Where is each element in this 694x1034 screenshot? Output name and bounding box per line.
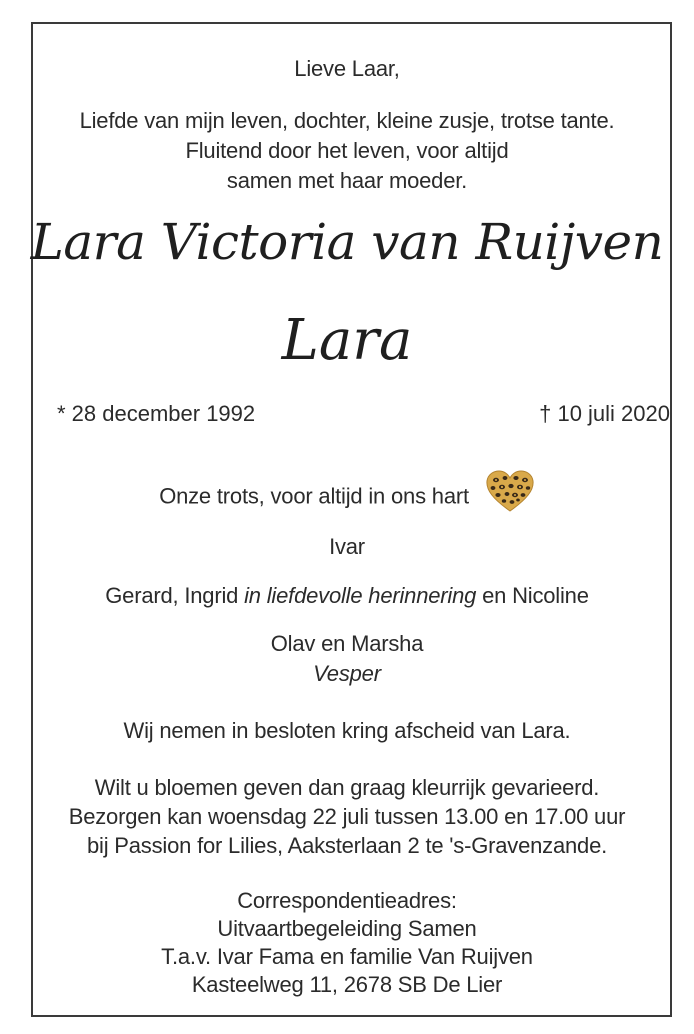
- tagline-row: [0, 476, 694, 519]
- family-line-3: Olav en Marsha: [270, 631, 424, 656]
- family-names: Gerard, Ingrid: [105, 583, 239, 608]
- intro-line-2: Fluitend door het leven, voor altijd: [185, 138, 509, 163]
- correspondence-line-1: Uitvaartbegeleiding Samen: [217, 916, 477, 941]
- farewell-text: Wij nemen in besloten kring afscheid van Lara.: [123, 718, 571, 743]
- greeting: Lieve Laar,: [294, 56, 400, 81]
- in-memory-note: in liefdevolle herinnering: [244, 583, 477, 608]
- family-names-end: en Nicoline: [482, 583, 589, 608]
- tagline: Onze trots, voor altijd in ons hart: [159, 483, 469, 509]
- intro-line-1: Liefde van mijn leven, dochter, kleine zusje, trotse tante.: [79, 108, 615, 133]
- deceased-full-name: Lara Victoria van Ruijven: [30, 213, 664, 271]
- flowers-line-1: Wilt u bloemen geven dan graag kleurrijk gevarieerd.: [94, 775, 600, 800]
- death-date: † 10 juli 2020: [539, 401, 670, 426]
- correspondence-line-2: T.a.v. Ivar Fama en familie Van Ruijven: [161, 944, 533, 969]
- birth-date: * 28 december 1992: [57, 401, 256, 426]
- deceased-nickname: Lara: [281, 308, 413, 373]
- family-line-2: [0, 582, 694, 610]
- family-line-4: Vesper: [313, 661, 381, 686]
- correspondence-line-3: Kasteelweg 11, 2678 SB De Lier: [191, 972, 503, 997]
- family-line-1: Ivar: [329, 534, 365, 559]
- intro-line-3: samen met haar moeder.: [226, 168, 468, 193]
- correspondence-heading: Correspondentieadres:: [237, 888, 457, 913]
- leopard-heart-icon: [485, 470, 535, 519]
- flowers-line-3: bij Passion for Lilies, Aaksterlaan 2 te 's-Gravenzande.: [86, 833, 608, 858]
- flowers-line-2: Bezorgen kan woensdag 22 juli tussen 13.00 en 17.00 uur: [68, 804, 626, 829]
